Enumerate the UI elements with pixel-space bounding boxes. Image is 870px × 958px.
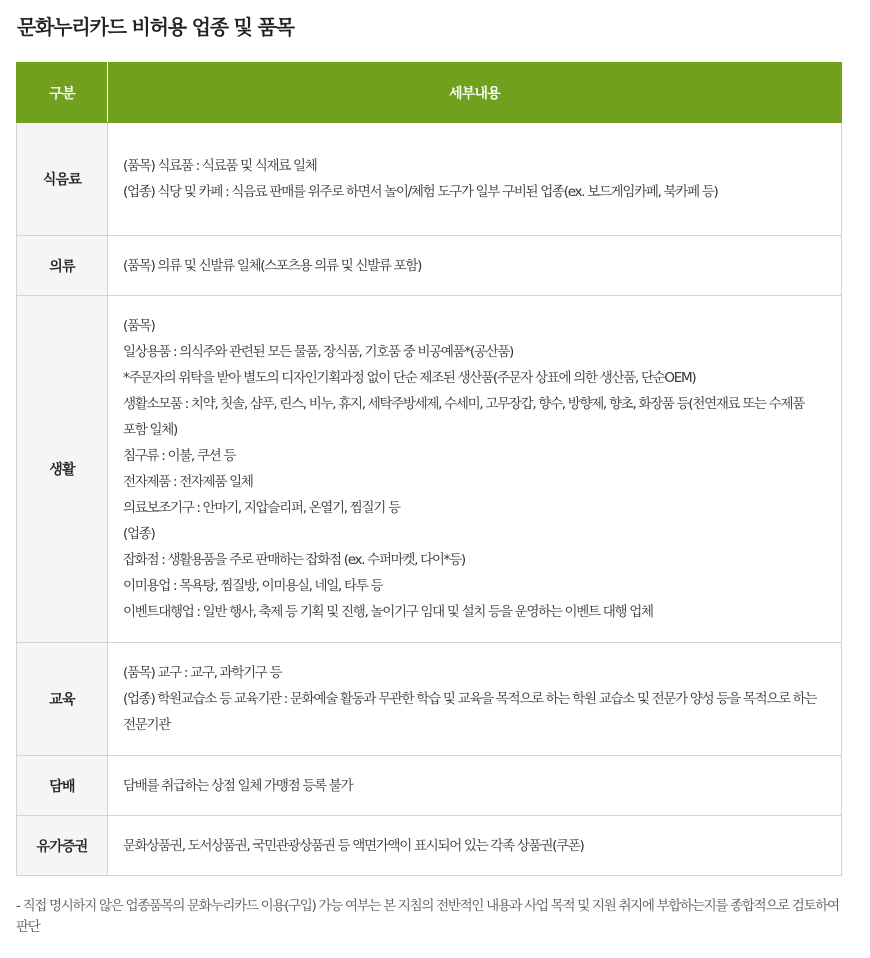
detail-line: (업종) 식당 및 카페 : 식음료 판매를 위주로 하면서 놀이/체험 도구가 일부 구비된 업종(ex. 보드게임카페, 북카페 등) (123, 184, 718, 200)
category-cell: 교육 (17, 643, 108, 756)
detail-line: 일상용품 : 의식주와 관련된 모든 물품, 장식품, 기호품 중 비공예품*(공산품) (123, 344, 514, 360)
detail-cell (108, 296, 842, 643)
detail-line: 담배를 취급하는 상점 일체 가맹점 등록 불가 (123, 777, 353, 794)
category-cell: 담배 (17, 756, 108, 816)
table-row (17, 296, 842, 643)
restricted-items-table (16, 62, 842, 876)
detail-line: 이미용업 : 목욕탕, 찜질방, 이미용실, 네일, 타투 등 (123, 578, 383, 594)
detail-line: 이벤트대행업 : 일반 행사, 축제 등 기획 및 진행, 놀이기구 임대 및 설치 등을 운영하는 이벤트 대행 업체 (123, 604, 653, 620)
detail-line: (업종) (123, 526, 155, 542)
table-row (17, 643, 842, 756)
table-row (17, 816, 842, 876)
table-header-row (17, 63, 842, 123)
detail-line: (업종) 학원교습소 등 교육기관 : 문화예술 활동과 무관한 학습 및 교육을 목적으로 하는 학원 교습소 및 전문가 양성 등을 목적으로 하는 전문기관 (123, 691, 817, 733)
header-details: 세부내용 (108, 63, 842, 123)
table-row (17, 236, 842, 296)
detail-cell (108, 756, 842, 816)
detail-line: (품목) 식료품 : 식료품 및 식재료 일체 (123, 158, 317, 174)
detail-line: 전자제품 : 전자제품 일체 (123, 474, 253, 490)
detail-cell (108, 816, 842, 876)
detail-line: 문화상품권, 도서상품권, 국민관광상품권 등 액면가액이 표시되어 있는 각족 상품권(쿠폰) (123, 837, 584, 854)
detail-line: (품목) 교구 : 교구, 과학기구 등 (123, 665, 282, 681)
page-title: 문화누리카드 비허용 업종 및 품목 (17, 15, 294, 39)
header-category: 구분 (17, 63, 108, 123)
detail-cell (108, 643, 842, 756)
category-cell: 의류 (17, 236, 108, 296)
table-row (17, 123, 842, 236)
category-cell: 유가증권 (17, 816, 108, 876)
detail-line: (품목) (123, 318, 155, 334)
footer-note: - 직접 명시하지 않은 업종품목의 문화누리카드 이용(구입) 가능 여부는 본 지침의 전반적인 내용과 사업 목적 및 지원 취지에 부합하는지를 종합적으로 검토하여 판단 (16, 898, 839, 935)
detail-line: 잡화점 : 생활용품을 주로 판매하는 잡화점 (ex. 수퍼마켓, 다이*등) (123, 552, 465, 568)
detail-line: 의료보조기구 : 안마기, 지압슬리퍼, 온열기, 찜질기 등 (123, 500, 400, 516)
table-row (17, 756, 842, 816)
detail-line: 침구류 : 이불, 쿠션 등 (123, 448, 236, 464)
detail-line: 생활소모품 : 치약, 칫솔, 샴푸, 린스, 비누, 휴지, 세탁주방세제, 수세미, 고무장갑, 향수, 방향제, 향초, 화장품 등(천연재료 또는 수제품 포함 일체) (123, 396, 805, 438)
detail-cell (108, 123, 842, 236)
detail-cell (108, 236, 842, 296)
category-cell: 식음료 (17, 123, 108, 236)
detail-line: (품목) 의류 및 신발류 일체(스포츠용 의류 및 신발류 포함) (123, 257, 422, 274)
category-cell: 생활 (17, 296, 108, 643)
detail-line: *주문자의 위탁을 받아 별도의 디자인기획과정 없이 단순 제조된 생산품(주문자 상표에 의한 생산품, 단순OEM) (123, 370, 696, 386)
